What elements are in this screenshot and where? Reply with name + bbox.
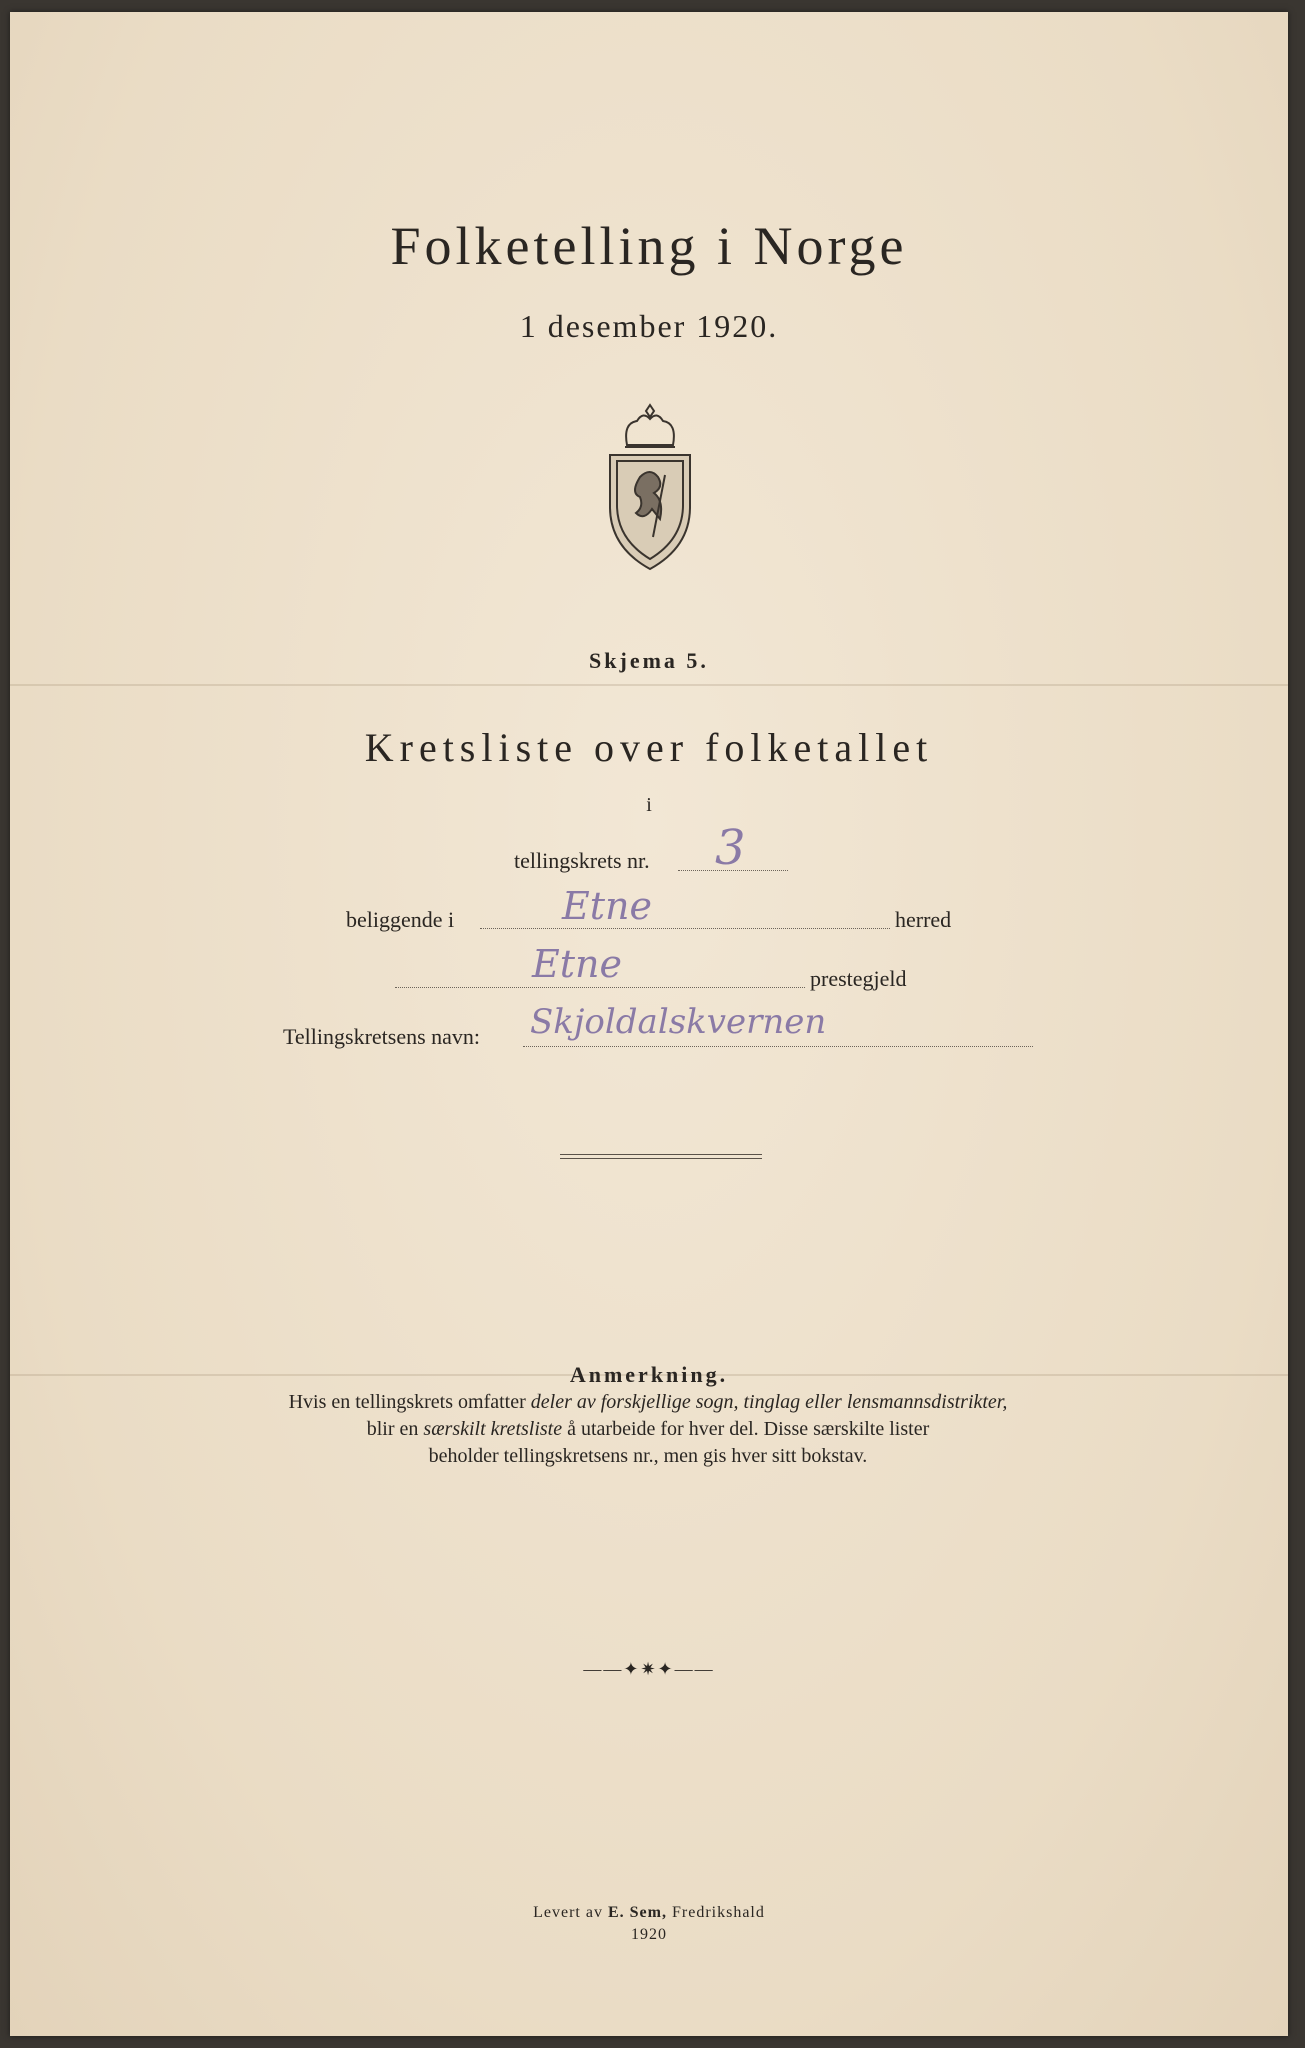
imprint-printer: E. Sem, [607,1904,667,1921]
divider-rule [560,1154,762,1159]
note-line1-italic: deler av forskjellige sogn, tinglag eller lensmannsdistrikter, [530,1391,1008,1413]
beliggende-line [480,928,890,929]
tellingskrets-value: 3 [715,820,746,876]
note-line1-plain: Hvis en tellingskrets omfatter [288,1391,531,1413]
navn-value: Skjoldalskvernen [530,1002,827,1042]
document-page [10,12,1288,2036]
imprint-place: Fredrikshald [666,1904,765,1921]
prestegjeld-value: Etne [532,942,622,986]
printer-imprint [10,1902,1288,1946]
beliggende-value: Etne [562,884,652,928]
note-line3: beholder tellingskretsens nr., men gis hver sitt bokstav. [428,1445,868,1467]
navn-line [523,1046,1033,1047]
navn-label: Tellingskretsens navn: [283,1024,481,1049]
note-line2-rest: å utarbeide for hver del. Disse særskilte lister [562,1418,930,1440]
connector-word: i [646,794,652,816]
beliggende-label: beliggende i [346,907,455,932]
fold-line [10,684,1288,686]
note-line2-plain: blir en [366,1418,424,1440]
imprint-year: 1920 [631,1926,667,1943]
ornament-divider: ——✦✷✦—— [583,1659,715,1679]
prestegjeld-label: prestegjeld [810,966,907,991]
note-line2-italic: særskilt kretsliste [423,1418,563,1440]
herred-label: herred [895,907,952,932]
note-text [190,1389,1106,1470]
coat-of-arms-emblem [595,397,705,577]
note-heading: Anmerkning. [569,1362,729,1387]
document-date: 1 desember 1920. [519,308,779,344]
document-title: Folketelling i Norge [390,216,908,276]
imprint-prefix: Levert av [533,1904,608,1921]
form-heading: Kretsliste over folketallet [364,725,934,770]
schema-number: Skjema 5. [589,648,709,673]
prestegjeld-line [395,987,805,988]
tellingskrets-label: tellingskrets nr. [514,848,650,873]
